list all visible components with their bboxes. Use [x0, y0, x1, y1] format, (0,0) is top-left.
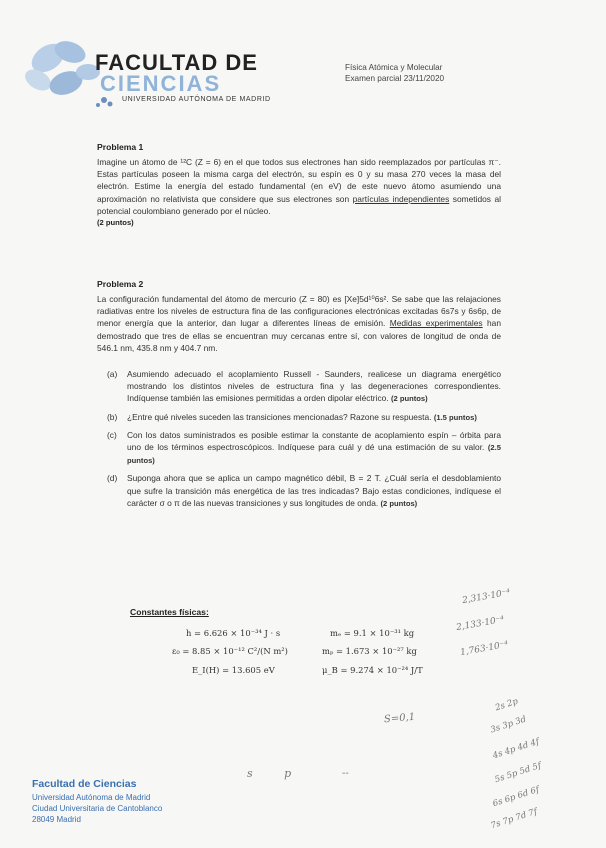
- item-label: (c): [107, 429, 117, 440]
- faculty-name-line1: FACULTAD DE: [95, 50, 258, 75]
- problem2-intro-underlined: Medidas experimentales: [389, 318, 483, 329]
- exam-header: [345, 62, 444, 84]
- problem2-intro-b: han demostrado que tres de ellas se encuentran muy cercanas entre sí, con valores de longitud de onda de 546.1 nm, 435.8 nm y 404.7 nm.: [97, 318, 501, 353]
- handwritten-number-1: 2,313·10⁻⁴: [461, 587, 511, 607]
- faculty-name-line2: CIENCIAS: [100, 71, 222, 96]
- handwritten-config-3: 4s 4p 4d 4f: [491, 736, 541, 762]
- footer-city: 28049 Madrid: [32, 815, 81, 824]
- constant-eps0: ε₀ = 8.85 × 10⁻¹² C²/(N m²): [172, 646, 288, 656]
- handwritten-dash: --: [342, 768, 349, 779]
- exam-date: Examen parcial 23/11/2020: [345, 74, 445, 83]
- item-points: (1.5 puntos): [433, 412, 477, 422]
- handwritten-number-3: 1,763·10⁻⁴: [459, 639, 509, 659]
- item-points: (2 puntos): [390, 394, 428, 404]
- problem1-text-a: Imagine un átomo de ¹²C (Z = 6) en el que todos sus electrones han sido reemplazados por partículas π⁻. Estas partículas poseen la misma carga del electrón, su espín es 0 y su masa 270 veces la masa del electrón. Estime la energía del estado fundamental (en eV) de este nuevo átomo asumiendo una aproximación no relativista que considere que sus electrones son: [97, 157, 501, 204]
- handwritten-config-6: 7s 7p 7d 7f: [489, 806, 539, 832]
- list-item: [107, 411, 501, 424]
- problem2-title: Problema 2: [97, 279, 144, 289]
- handwritten-sp: s p: [247, 767, 306, 780]
- university-name: UNIVERSIDAD AUTÓNOMA DE MADRID: [122, 96, 271, 103]
- problem1-text: [97, 156, 501, 229]
- item-label: (a): [107, 369, 118, 379]
- problem1-text-b: sometidos al potencial coulombiano generado por el núcleo.: [97, 193, 502, 216]
- item-text: Con los datos suministrados es posible estimar la constante de acoplamiento espín – órbita para uno de los términos espectroscópicos. Indíquese para cuál y dé una estimación de su valor.: [127, 429, 501, 453]
- handwritten-config-5: 6s 6p 6d 6f: [491, 784, 541, 810]
- item-text: Suponga ahora que se aplica un campo magnético débil, B = 2 T. ¿Cuál sería el desdoblamiento que sufre la transición más energética de las tres indicadas? Bajo estas condiciones, indíquese el carácter σ o π de las nuevas transiciones y sus longitudes de onda.: [127, 473, 501, 508]
- problem1-underlined: partículas independientes: [352, 193, 450, 204]
- item-label: (d): [107, 473, 118, 484]
- footer-title: Facultad de Ciencias: [32, 778, 137, 790]
- constant-ei: E_I(H) = 13.605 eV: [192, 665, 275, 675]
- handwritten-config-1: 2s 2p: [494, 696, 520, 714]
- item-text: ¿Entre qué niveles suceden las transiciones mencionadas? Razone su respuesta.: [127, 411, 432, 422]
- item-text: Asumiendo adecuado el acoplamiento Russell - Saunders, realicese un diagrama energético mostrando los distintos niveles de estructura fina y las degeneraciones correspondientes. Indíquense también las emisiones permitidas a orden dipolar eléctrico.: [127, 369, 501, 404]
- problem1-points: (2 puntos): [97, 218, 134, 228]
- handwritten-number-2: 2,133·10⁻⁴: [455, 614, 505, 634]
- handwritten-spin: S=0,1: [383, 711, 416, 726]
- item-points: (2 puntos): [380, 498, 418, 508]
- item-points: (2.5 puntos): [127, 443, 501, 466]
- constant-h: h = 6.626 × 10⁻³⁴ J · s: [186, 628, 281, 638]
- constants-title: Constantes físicas:: [130, 607, 209, 617]
- footer-campus: Ciudad Universitaria de Cantoblanco: [32, 804, 163, 813]
- handwritten-config-4: 5s 5p 5d 5f: [493, 760, 543, 786]
- problem2-intro-a: La configuración fundamental del átomo de mercurio (Z = 80) es [Xe]5d¹⁰6s². Se sabe que las relajaciones radiativas entre los niveles de estructura fina de las configuraciones electrónicas excitadas 6s7s y 6s6p, de menor energía que la anterior, dan lugar a diferentes líneas de emisión.: [97, 294, 501, 329]
- problem2-items: [107, 368, 501, 515]
- constant-mub: μ_B = 9.274 × 10⁻²⁴ J/T: [322, 665, 423, 675]
- item-label: (b): [107, 411, 118, 422]
- problem2-intro: [97, 293, 501, 354]
- list-item: [107, 429, 501, 468]
- list-item: [107, 472, 501, 510]
- constant-me: mₑ = 9.1 × 10⁻³¹ kg: [330, 628, 415, 638]
- footer-university: Universidad Autónoma de Madrid: [32, 793, 151, 802]
- problem1-title: Problema 1: [97, 142, 144, 152]
- list-item: [107, 368, 501, 406]
- constant-mp: mₚ = 1.673 × 10⁻²⁷ kg: [322, 646, 417, 656]
- handwritten-config-2: 3s 3p 3d: [489, 714, 528, 736]
- course-name: Física Atómica y Molecular: [345, 63, 443, 72]
